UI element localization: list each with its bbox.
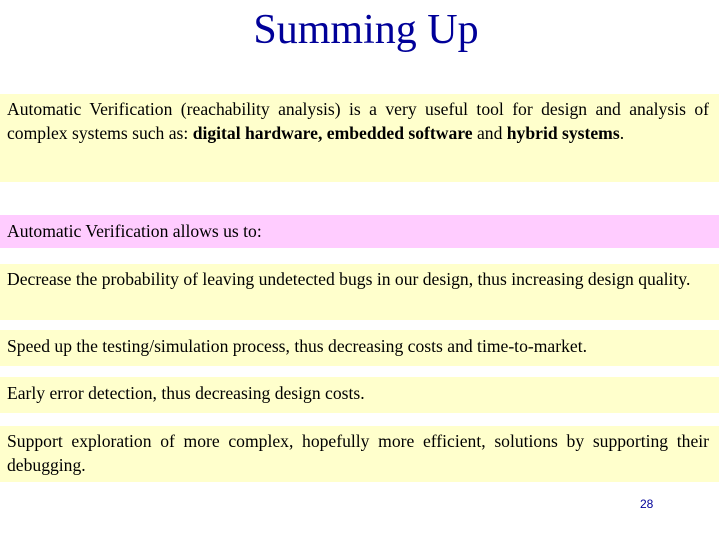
intro-box — [0, 94, 719, 182]
benefit-text-2: Speed up the testing/simulation process, thus decreasing costs and time-to-market. — [7, 336, 587, 356]
intro-text-after: . — [619, 122, 625, 143]
intro-text-middle: and — [472, 122, 507, 143]
allows-heading-text: Automatic Verification allows us to: — [7, 221, 262, 241]
benefit-text-1: Decrease the probability of leaving undetected bugs in our design, thus increasing design quality. — [7, 269, 691, 289]
benefit-box-3 — [0, 377, 719, 413]
benefit-box-2 — [0, 330, 719, 366]
allows-heading-box — [0, 215, 719, 248]
intro-bold-systems: digital hardware, embedded software — [192, 122, 473, 143]
page-number: 28 — [640, 497, 654, 511]
benefit-text-3: Early error detection, thus decreasing design costs. — [7, 383, 365, 403]
benefit-text-4: Support exploration of more complex, hopefully more efficient, solutions by supporting their debugging. — [7, 431, 709, 475]
intro-text-before: Automatic Verification (reachability analysis) is a very useful tool for design and analysis of complex systems such as: — [7, 99, 709, 143]
benefit-box-4 — [0, 426, 719, 482]
intro-text — [7, 94, 709, 145]
slide-title: Summing Up — [253, 7, 479, 53]
intro-bold-hybrid: hybrid systems — [506, 122, 620, 143]
benefit-box-1 — [0, 264, 719, 320]
